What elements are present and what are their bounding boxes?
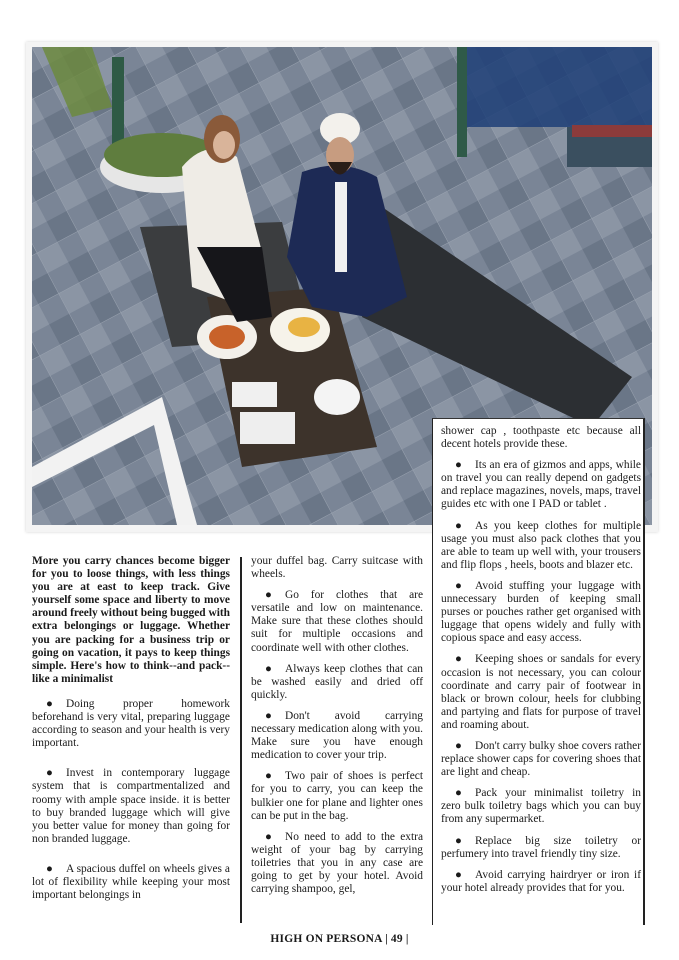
pasta xyxy=(209,325,245,349)
bullet-icon: ● xyxy=(455,653,462,666)
breakfast-food xyxy=(288,317,320,337)
bullet-icon: ● xyxy=(455,579,462,592)
bullet-icon: ● xyxy=(455,519,462,532)
list-item xyxy=(32,698,230,750)
lamp-post xyxy=(457,47,467,157)
list-item xyxy=(251,770,423,822)
article-column-3 xyxy=(441,425,641,903)
man-shirt xyxy=(335,182,347,272)
list-item xyxy=(441,520,641,572)
page-footer: HIGH ON PERSONA | 49 | xyxy=(270,933,409,945)
list-item xyxy=(441,869,641,895)
list-item xyxy=(441,787,641,826)
list-item xyxy=(441,459,641,511)
bullet-icon: ● xyxy=(455,868,462,881)
bullet-icon: ● xyxy=(265,830,272,843)
bullet-icon: ● xyxy=(46,767,53,780)
bullet-icon: ● xyxy=(265,589,272,602)
bullet-icon: ● xyxy=(455,739,462,752)
list-item-text: A spacious duffel on wheels gives a lot of flexibility while keeping your most important belongings in xyxy=(32,862,230,902)
bullet-icon: ● xyxy=(46,862,53,875)
bullet-icon: ● xyxy=(46,697,53,710)
bullet-icon: ● xyxy=(455,459,462,472)
list-item-text: Doing proper homework beforehand is very vital, preparing luggage according to season and your health is very important. xyxy=(32,697,230,750)
list-item-text: No need to add to the extra weight of your bag by carrying toiletries that you in any case are going to get by your hotel. Avoid carrying shampoo, gel, xyxy=(251,830,423,896)
bullet-icon: ● xyxy=(455,787,462,800)
list-item xyxy=(251,831,423,896)
list-item-text: Replace big size toiletry or perfumery into travel friendly tiny size. xyxy=(441,834,641,860)
blue-wall xyxy=(462,47,652,127)
bullet-icon: ● xyxy=(265,770,272,783)
list-item xyxy=(441,835,641,861)
list-item-text: Always keep clothes that can be washed easily and dried off quickly. xyxy=(251,662,423,701)
article-column-2 xyxy=(251,555,423,904)
list-item xyxy=(32,767,230,846)
article-column-1 xyxy=(32,555,230,919)
continued-paragraph: your duffel bag. Carry suitcase with wheels. xyxy=(251,555,423,581)
list-item-text: Keeping shoes or sandals for every occasion is not necessary, you can colour coordinate and carry pair of footwear in black or brown colour, heels for clubbing and partying and flats for purpose of travel and roaming about. xyxy=(441,653,641,731)
list-item xyxy=(441,580,641,645)
napkin-2 xyxy=(240,412,295,444)
list-item-text: Pack your minimalist toiletry in zero bulk toiletry bags which you can buy from any supermarket. xyxy=(441,787,641,826)
continued-paragraph: shower cap , toothpaste etc because all decent hotels provide these. xyxy=(441,425,641,451)
red-cushion xyxy=(572,125,652,137)
woman-face xyxy=(213,131,235,159)
bullet-icon: ● xyxy=(265,709,272,722)
list-item-text: Two pair of shoes is perfect for you to carry, you can keep the bulkier one for plane and lighter ones can be put in the bag. xyxy=(251,770,423,822)
list-item-text: Invest in contemporary luggage system that is compartmentalized and roomy with ample space inside. it is better to buy branded luggage which will give you better value for money than going for non branded luggage. xyxy=(32,767,230,845)
napkin xyxy=(232,382,277,407)
intro-paragraph: More you carry chances become bigger for you to loose things, with less things you are at east to keep track. Give yourself some space and liberty to move around freely without being bugged with extra belongings or luggage. Whether you are packing for a business trip or going on vacation, it pays to keep things simple. Here's how to think--and pack--like a minimalist xyxy=(32,555,230,685)
lamp-post-left xyxy=(112,57,124,147)
bullet-icon: ● xyxy=(455,834,462,847)
list-item-text: As you keep clothes for multiple usage you must also pack clothes that you are able to team up well with, your trousers and flip flops , heels, boots and blazer etc. xyxy=(441,519,641,571)
list-item xyxy=(32,863,230,902)
list-item xyxy=(251,663,423,702)
list-item xyxy=(251,710,423,762)
bullet-icon: ● xyxy=(265,662,272,675)
plate-empty xyxy=(314,379,360,415)
list-item-text: Don't carry bulky shoe covers rather replace shower caps for covering shoes that are light and cheap. xyxy=(441,739,641,779)
list-item-text: Go for clothes that are versatile and low on maintenance. Make sure that these clothes should suit for multiple occasions and coordinate well with other clothes. xyxy=(251,589,423,654)
list-item xyxy=(441,653,641,732)
list-item-text: Don't avoid carrying necessary medication along with you. Make sure you have enough medication to cover your trip. xyxy=(251,709,423,762)
list-item-text: Its an era of gizmos and apps, while on travel you can really depend on gadgets and replace magazines, novels, maps, travel guides etc with one I PAD or tablet . xyxy=(441,459,641,511)
list-item xyxy=(441,740,641,779)
list-item-text: Avoid carrying hairdryer or iron if your hotel already provides that for you. xyxy=(441,868,641,894)
list-item xyxy=(251,589,423,654)
column-divider-1 xyxy=(240,557,242,923)
list-item-text: Avoid stuffing your luggage with unnecessary burden of keeping small purses or pouches rather get organised with luggage that opens widely and fully with copious space and easy access. xyxy=(441,579,641,645)
